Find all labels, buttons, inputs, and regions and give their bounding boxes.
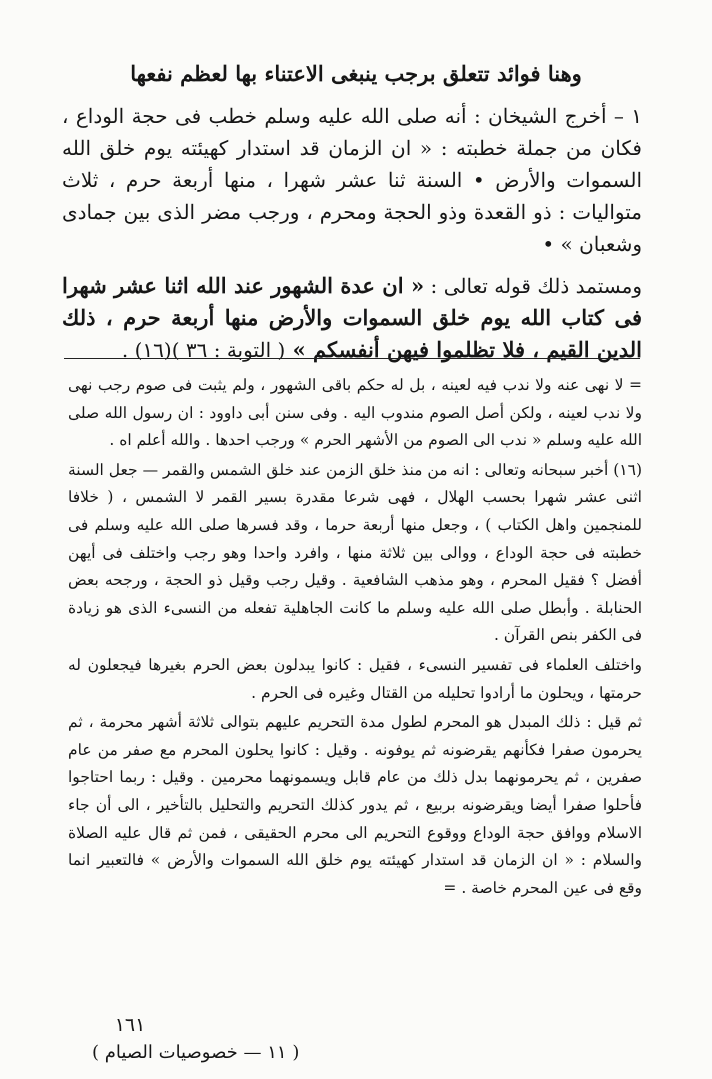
footnote-nasi: واختلف العلماء فى تفسير النسىء ، فقيل : كانوا يبدلون بعض الحرم بغيرها فيجعلون له حرمتها ، ويحلون ما أرادوا تحليله من القتال وغيره فى الحرم . [68, 655, 642, 702]
footnote-divider [64, 358, 640, 359]
verse-paragraph [62, 270, 642, 366]
verse-text: « ان عدة الشهور عند الله اثنا عشر شهرا فى كتاب الله يوم خلق السموات والأرض منها أربعة حرم ، ذلك الدين القيم ، فلا تظلموا فيهن أنفسكم » [62, 273, 642, 362]
verse-intro: ومستمد ذلك قوله تعالى : [424, 274, 642, 298]
footnote-nasi-detail: ثم قيل : ذلك المبدل هو المحرم لطول مدة التحريم عليهم بتوالى ثلاثة أشهر محرمة ، ثم يحرمون صفرا فكأنهم يقرضونه ثم يوفونه . وقيل : كانوا يحلون المحرم مع صفر من عام صفرين ، ثم يحرمونهما بدل ذلك من عام قابل ويسمونهما محرمين . وقيل : ربما احتاجوا فأحلوا صفرا أيضا ويقرضونه بربيع ، ثم يدور كذلك التحريم والتحليل بالتأخير ، الى أن جاء الاسلام ووافق حجة الوداع ووقوع التحريم الى محرم الحقيقى ، فمن ثم قال عليه الصلاة والسلام : « ان الزمان قد استدار كهيئته يوم خلق الله السموات والأرض » فالتعبير انما وقع فى عين المحرم خاصة . = [68, 713, 642, 897]
hadith-paragraph: ١ – أخرج الشيخان : أنه صلى الله عليه وسلم خطب فى حجة الوداع ، فكان من جملة خطبته : « ان الزمان قد استدار كهيئته يوم خلق الله السموات والأرض • السنة ثنا عشر شهرا ، منها أربعة حرم ، ثلاث متواليات : ذو القعدة وذو الحجة ومحرم ، ورجب مضر الذى بين جمادى وشعبان » • [62, 104, 642, 256]
section-heading: وهنا فوائد تتعلق برجب ينبغى الاعتناء بها لعظم نفعها [130, 61, 582, 86]
page-number: ١٦١ [114, 1014, 146, 1036]
signature-footer: ( ١١ — خصوصيات الصيام ) [92, 1042, 300, 1063]
footnote-continuation: = لا نهى عنه ولا ندب فيه لعينه ، بل له حكم باقى الشهور ، ولم يثبت فى صوم رجب نهى ولا ندب لعينه ، ولكن أصل الصوم مندوب اليه . وفى سنن أبى داوود : ان رسول الله صلى الله عليه وسلم « ندب الى الصوم من الأشهر الحرم » ورجب احدها . والله أعلم اه . [68, 376, 642, 450]
verse-reference: ( التوبة : ٣٦ )(١٦) . [121, 338, 286, 362]
footnote-16: (١٦) أخبر سبحانه وتعالى : انه من منذ خلق الزمن عند خلق الشمس والقمر — جعل السنة اثنى عشر شهرا بحسب الهلال ، فهى شرعا مقدرة بسير القمر لا الشمس ، ( خلافا للمنجمين واهل الكتاب ) ، وجعل منها أربعة حرما ، وقد فسرها صلى الله عليه وسلم فى خطبته فى حجة الوداع ، ووالى بين ثلاثة منها ، وافرد واحدا وهو رجب واختلف فى أيهن أفضل ؟ فقيل المحرم ، وهو مذهب الشافعية . وقيل رجب وقيل ذو الحجة ، ورجحه بعض الحنابلة . وأبطل صلى الله عليه وسلم ما كانت الجاهلية تفعله من النسىء الذى هو زيادة فى الكفر بنص القرآن . [68, 460, 642, 645]
footnotes [68, 372, 642, 904]
